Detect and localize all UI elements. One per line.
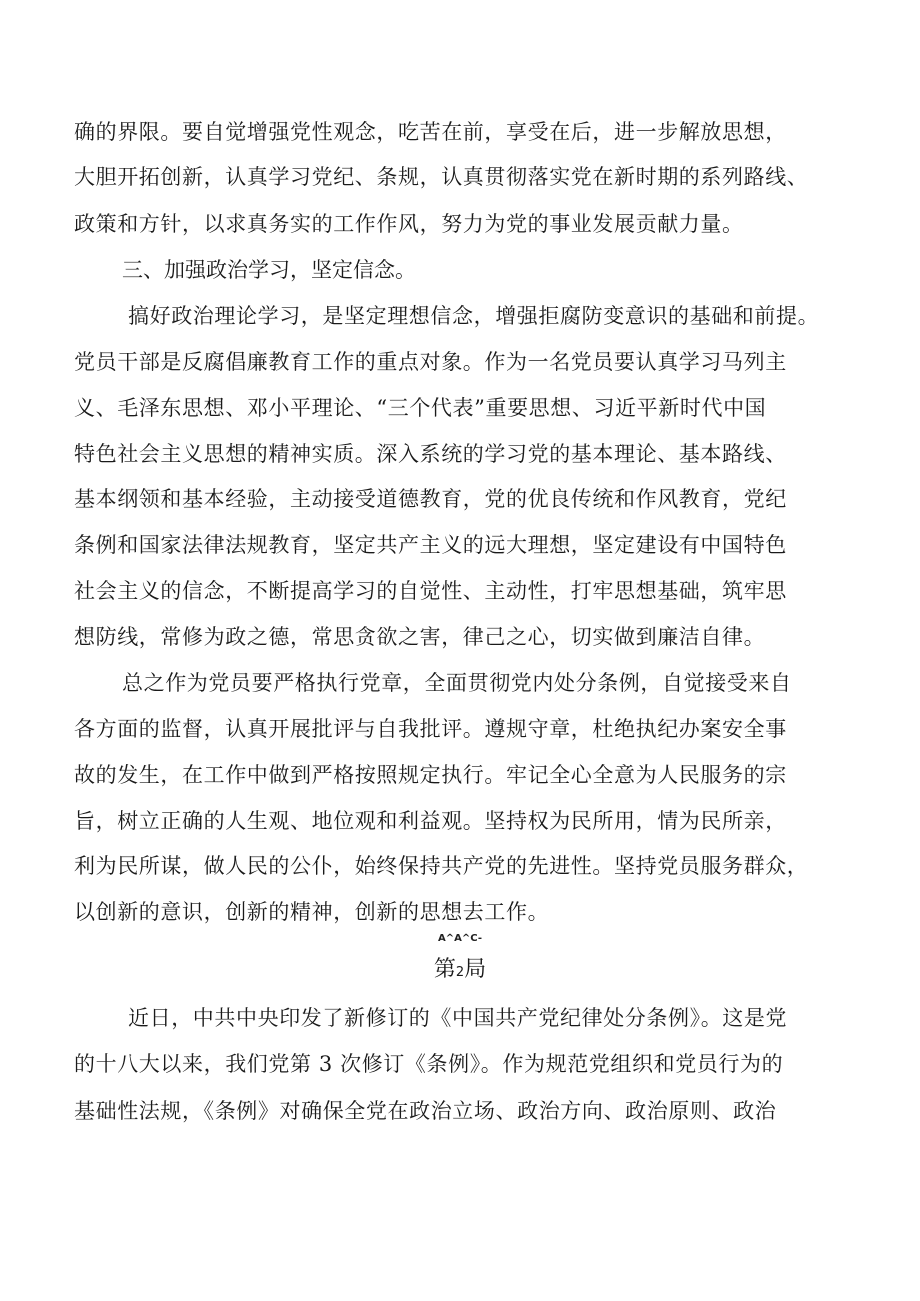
section-title-suffix: 局 — [464, 957, 487, 982]
section-mark: A^A^C- — [438, 933, 482, 944]
section-title — [0, 955, 920, 988]
text-line: 搞好政治理论学习，是坚定理想信念，增强拒腐防变意识的基础和前提。 — [128, 304, 820, 328]
text-line: 基础性法规，《条例》对确保全党在政治立场、政治方向、政治原则、政治 — [74, 1099, 777, 1123]
text-line: 政策和方针，以求真务实的工作作风，努力为党的事业发展贡献力量。 — [74, 212, 744, 236]
text-line: 想防线，常修为政之德，常思贪欲之害，律己之心，切实做到廉洁自律。 — [74, 625, 766, 649]
text-line: 义、毛泽东思想、邓小平理论、“三个代表”重要思想、习近平新时代中国 — [74, 396, 767, 420]
text-line: 确的界限。要自觉增强党性观念，吃苦在前，享受在后，进一步解放思想， — [74, 120, 787, 144]
text-line: 以创新的意识，创新的精神，创新的思想去工作。 — [74, 900, 550, 924]
text-line: 旨，树立正确的人生观、地位观和利益观。坚持权为民所用，情为民所亲， — [74, 809, 787, 833]
text-line: 基本纲领和基本经验，主动接受道德教育，党的优良传统和作风教育，党纪 — [74, 487, 787, 511]
section-title-prefix: 第 — [433, 957, 456, 982]
text-line: 利为民所谋，做人民的公仆，始终保持共产党的先进性。坚持党员服务群众， — [74, 854, 809, 878]
text-line: 近日，中共中央印发了新修订的《中国共产党纪律处分条例》。这是党 — [128, 1006, 788, 1030]
section-title-number: 2 — [455, 965, 465, 980]
text-line: 条例和国家法律法规教育，坚定共产主义的远大理想，坚定建设有中国特色 — [74, 533, 787, 557]
section-heading: 三、加强政治学习，坚定信念。 — [122, 258, 416, 282]
text-line: 党员干部是反腐倡廉教育工作的重点对象。作为一名党员要认真学习马列主 — [74, 350, 787, 374]
text-line: 大胆开拓创新，认真学习党纪、条规，认真贯彻落实党在新时期的系列路线、 — [74, 165, 809, 189]
text-line: 各方面的监督，认真开展批评与自我批评。遵规守章，杜绝执纪办案安全事 — [74, 717, 787, 741]
text-line: 特色社会主义思想的精神实质。深入系统的学习党的基本理论、基本路线、 — [74, 442, 787, 466]
text-line: 故的发生，在工作中做到严格按照规定执行。牢记全心全意为人民服务的宗 — [74, 763, 787, 787]
text-line: 总之作为党员要严格执行党章，全面贯彻党内处分条例，自觉接受来自 — [122, 671, 792, 695]
text-line: 的十八大以来，我们党第 3 次修订《条例》。作为规范党组织和党员行为的 — [74, 1052, 784, 1076]
text-line: 社会主义的信念，不断提高学习的自觉性、主动性，打牢思想基础，筑牢思 — [74, 579, 787, 603]
